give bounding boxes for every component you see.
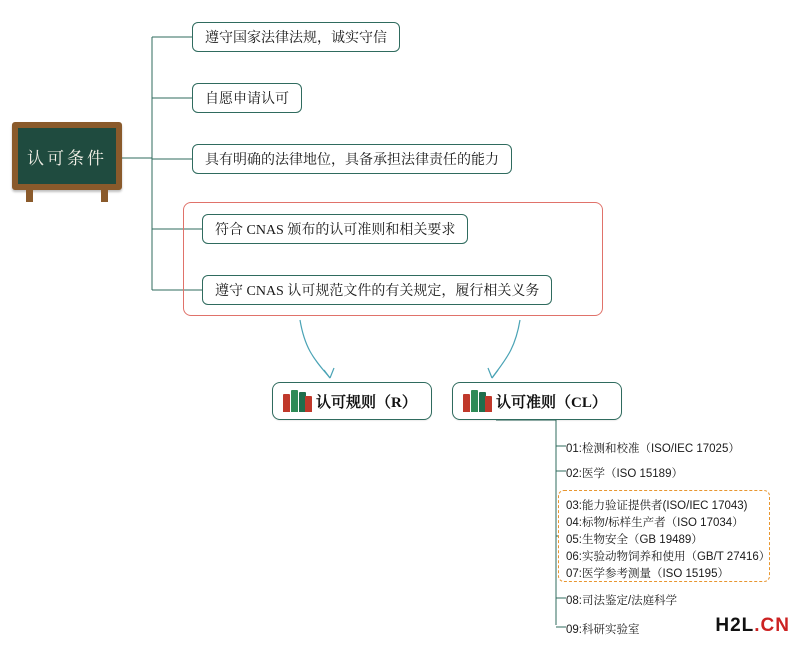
- branch-node-4-label: 符合 CNAS 颁布的认可准则和相关要求: [215, 223, 456, 238]
- criteria-item-03[interactable]: [566, 497, 748, 513]
- branch-node-4[interactable]: [202, 214, 468, 244]
- criteria-item-02[interactable]: [566, 465, 683, 481]
- branch-node-3[interactable]: [192, 144, 512, 174]
- criteria-item-07[interactable]: [566, 565, 729, 581]
- branch-node-2[interactable]: [192, 83, 302, 113]
- criteria-item-06-label: 06:实验动物饲养和使用（GB/T 27416）: [566, 551, 771, 563]
- document-node-criteria[interactable]: [452, 382, 622, 420]
- criteria-item-01-label: 01:检测和校准（ISO/IEC 17025）: [566, 443, 740, 455]
- watermark-accent: .CN: [754, 615, 790, 636]
- criteria-item-05-label: 05:生物安全（GB 19489）: [566, 534, 703, 546]
- branch-node-5-label: 遵守 CNAS 认可规范文件的有关规定，履行相关义务: [215, 284, 540, 299]
- criteria-item-07-label: 07:医学参考测量（ISO 15195）: [566, 568, 729, 580]
- criteria-item-08-label: 08:司法鉴定/法庭科学: [566, 595, 678, 607]
- books-icon: [283, 390, 309, 412]
- root-node-label: 认可条件: [27, 148, 107, 168]
- criteria-item-08[interactable]: [566, 592, 677, 608]
- branch-node-1-label: 遵守国家法律法规，诚实守信: [205, 31, 387, 46]
- branch-node-5[interactable]: [202, 275, 552, 305]
- branch-node-1[interactable]: [192, 22, 400, 52]
- criteria-item-05[interactable]: [566, 531, 703, 547]
- document-node-rules[interactable]: [272, 382, 432, 420]
- criteria-item-04[interactable]: [566, 514, 744, 530]
- criteria-item-02-label: 02:医学（ISO 15189）: [566, 468, 683, 480]
- criteria-item-03-label: 03:能力验证提供者(ISO/IEC 17043): [566, 500, 748, 512]
- document-node-criteria-label: 认可准则（CL）: [496, 394, 607, 411]
- branch-node-3-label: 具有明确的法律地位，具备承担法律责任的能力: [205, 153, 499, 168]
- criteria-item-04-label: 04:标物/标样生产者（ISO 17034）: [566, 517, 744, 529]
- criteria-item-06[interactable]: [566, 548, 770, 564]
- branch-node-2-label: 自愿申请认可: [205, 92, 289, 107]
- blackboard-legs-icon: [12, 190, 122, 204]
- root-node-accreditation-conditions[interactable]: [12, 122, 122, 190]
- watermark: [715, 615, 790, 637]
- criteria-item-09-label: 09:科研实验室: [566, 624, 640, 636]
- criteria-item-01[interactable]: [566, 440, 740, 456]
- books-icon: [463, 390, 489, 412]
- document-node-rules-label: 认可规则（R）: [316, 394, 417, 411]
- criteria-item-09[interactable]: [566, 621, 640, 637]
- watermark-dark: H2L: [715, 615, 755, 636]
